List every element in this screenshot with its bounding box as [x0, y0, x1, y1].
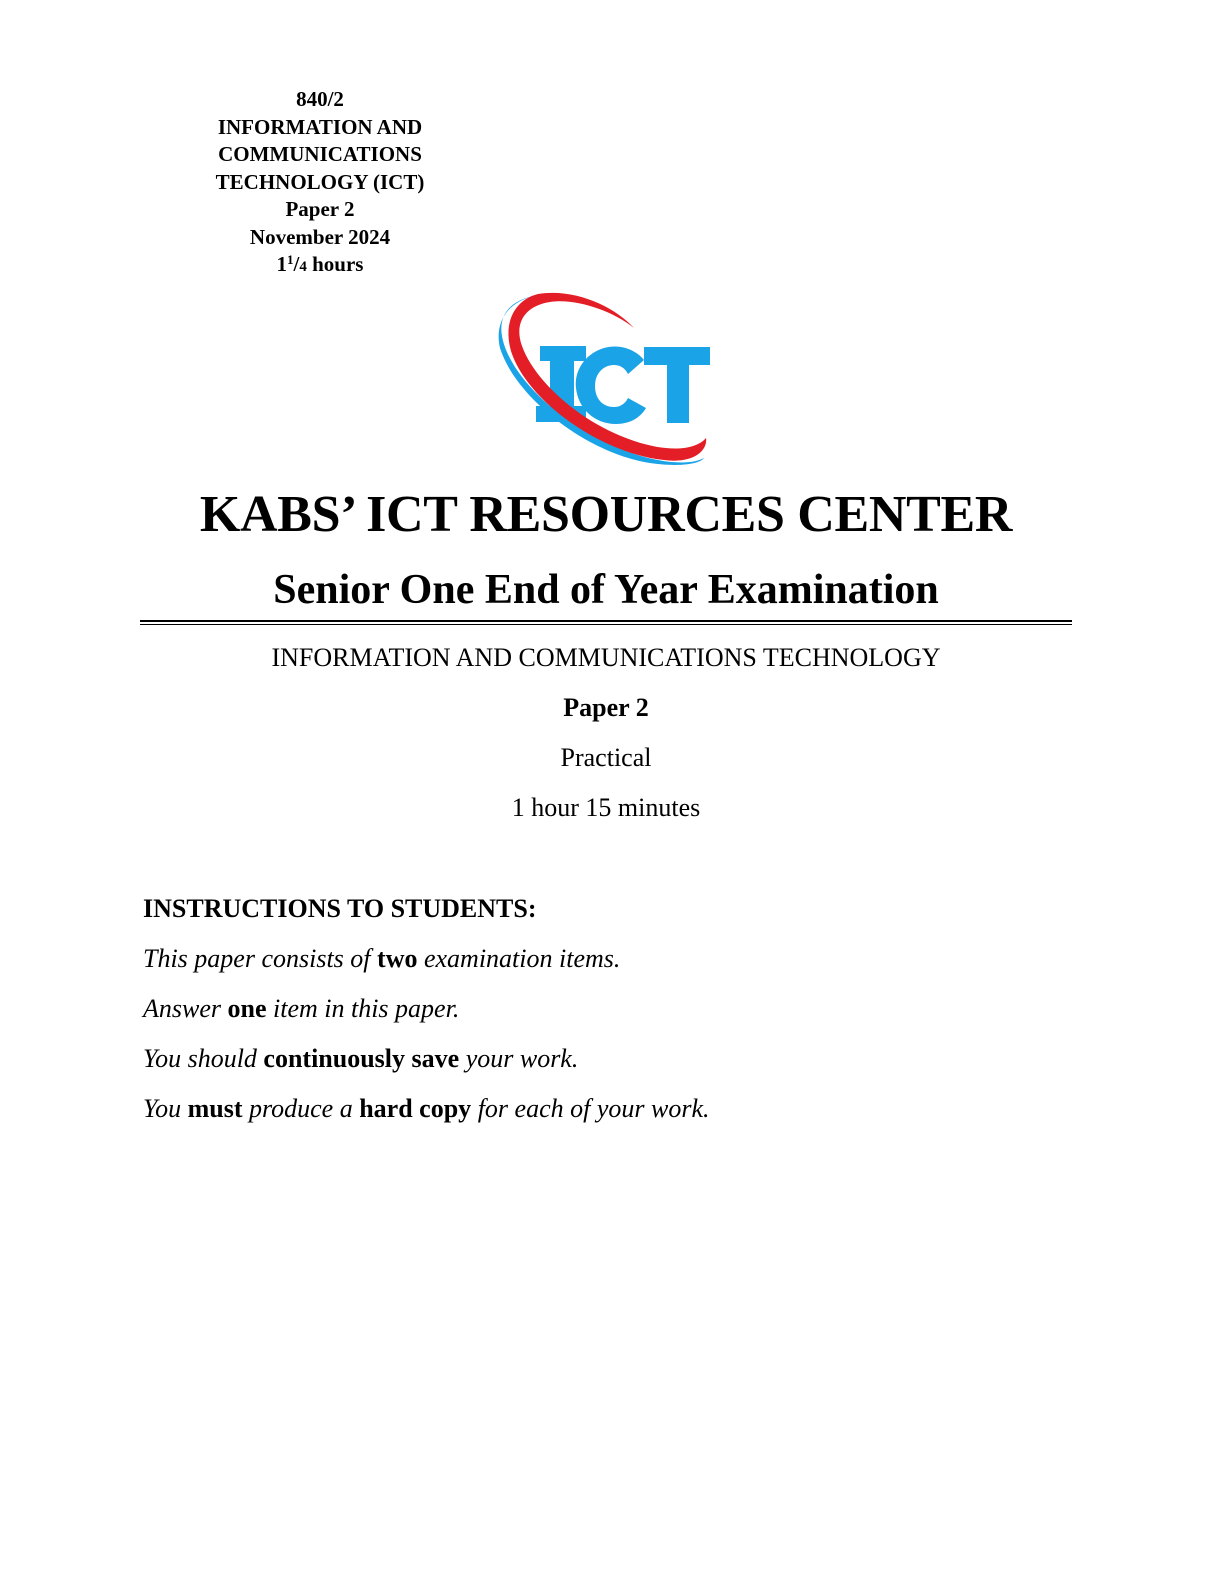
header-subject-line-1: INFORMATION AND	[217, 114, 423, 139]
instruction-emphasis: one	[227, 994, 267, 1023]
exam-paper: Paper 2	[563, 693, 649, 722]
exam-subtitle: Senior One End of Year Examination	[273, 567, 939, 613]
exam-duration: 1 hour 15 minutes	[511, 793, 701, 822]
instruction-item	[143, 943, 1043, 993]
instruction-item	[143, 1093, 1043, 1143]
duration-denominator: 4	[299, 259, 307, 275]
instruction-text: Answer	[143, 994, 228, 1023]
instruction-text: for each of your work.	[471, 1094, 710, 1123]
instruction-item	[143, 993, 1043, 1043]
header-subject-line-3: TECHNOLOGY (ICT)	[215, 169, 425, 194]
duration-unit: hours	[306, 252, 364, 276]
instruction-emphasis: must	[187, 1094, 243, 1123]
instruction-text: This paper consists of	[143, 944, 378, 973]
exam-type: Practical	[560, 743, 652, 772]
instruction-text: examination items.	[417, 944, 621, 973]
header-duration	[180, 251, 460, 282]
exam-header-block	[180, 86, 460, 282]
instruction-emphasis: two	[377, 944, 418, 973]
instruction-item	[143, 1043, 1043, 1093]
instruction-emphasis: continuously save	[263, 1044, 460, 1073]
instructions-heading: INSTRUCTIONS TO STUDENTS:	[143, 894, 537, 923]
paper-code: 840/2	[296, 87, 344, 111]
instruction-text: produce a	[242, 1094, 360, 1123]
ict-logo	[494, 288, 718, 470]
duration-numerator: 1	[287, 252, 294, 267]
instructions-section	[143, 893, 1043, 1143]
instruction-emphasis: hard copy	[359, 1094, 472, 1123]
header-date: November 2024	[249, 224, 391, 249]
exam-subject: INFORMATION AND COMMUNICATIONS TECHNOLOGY	[271, 643, 941, 672]
ict-logo-icon	[494, 288, 718, 470]
instruction-text: your work.	[459, 1044, 579, 1073]
duration-whole: 1	[276, 252, 288, 276]
double-rule-divider	[140, 620, 1072, 622]
header-subject-line-2: COMMUNICATIONS	[218, 142, 422, 166]
institution-title: KABS’ ICT RESOURCES CENTER	[199, 486, 1013, 543]
instruction-text: You	[143, 1094, 188, 1123]
instruction-text: item in this paper.	[266, 994, 460, 1023]
header-paper: Paper 2	[285, 197, 355, 221]
instruction-text: You should	[143, 1044, 264, 1073]
duration-slash: /	[293, 252, 300, 276]
